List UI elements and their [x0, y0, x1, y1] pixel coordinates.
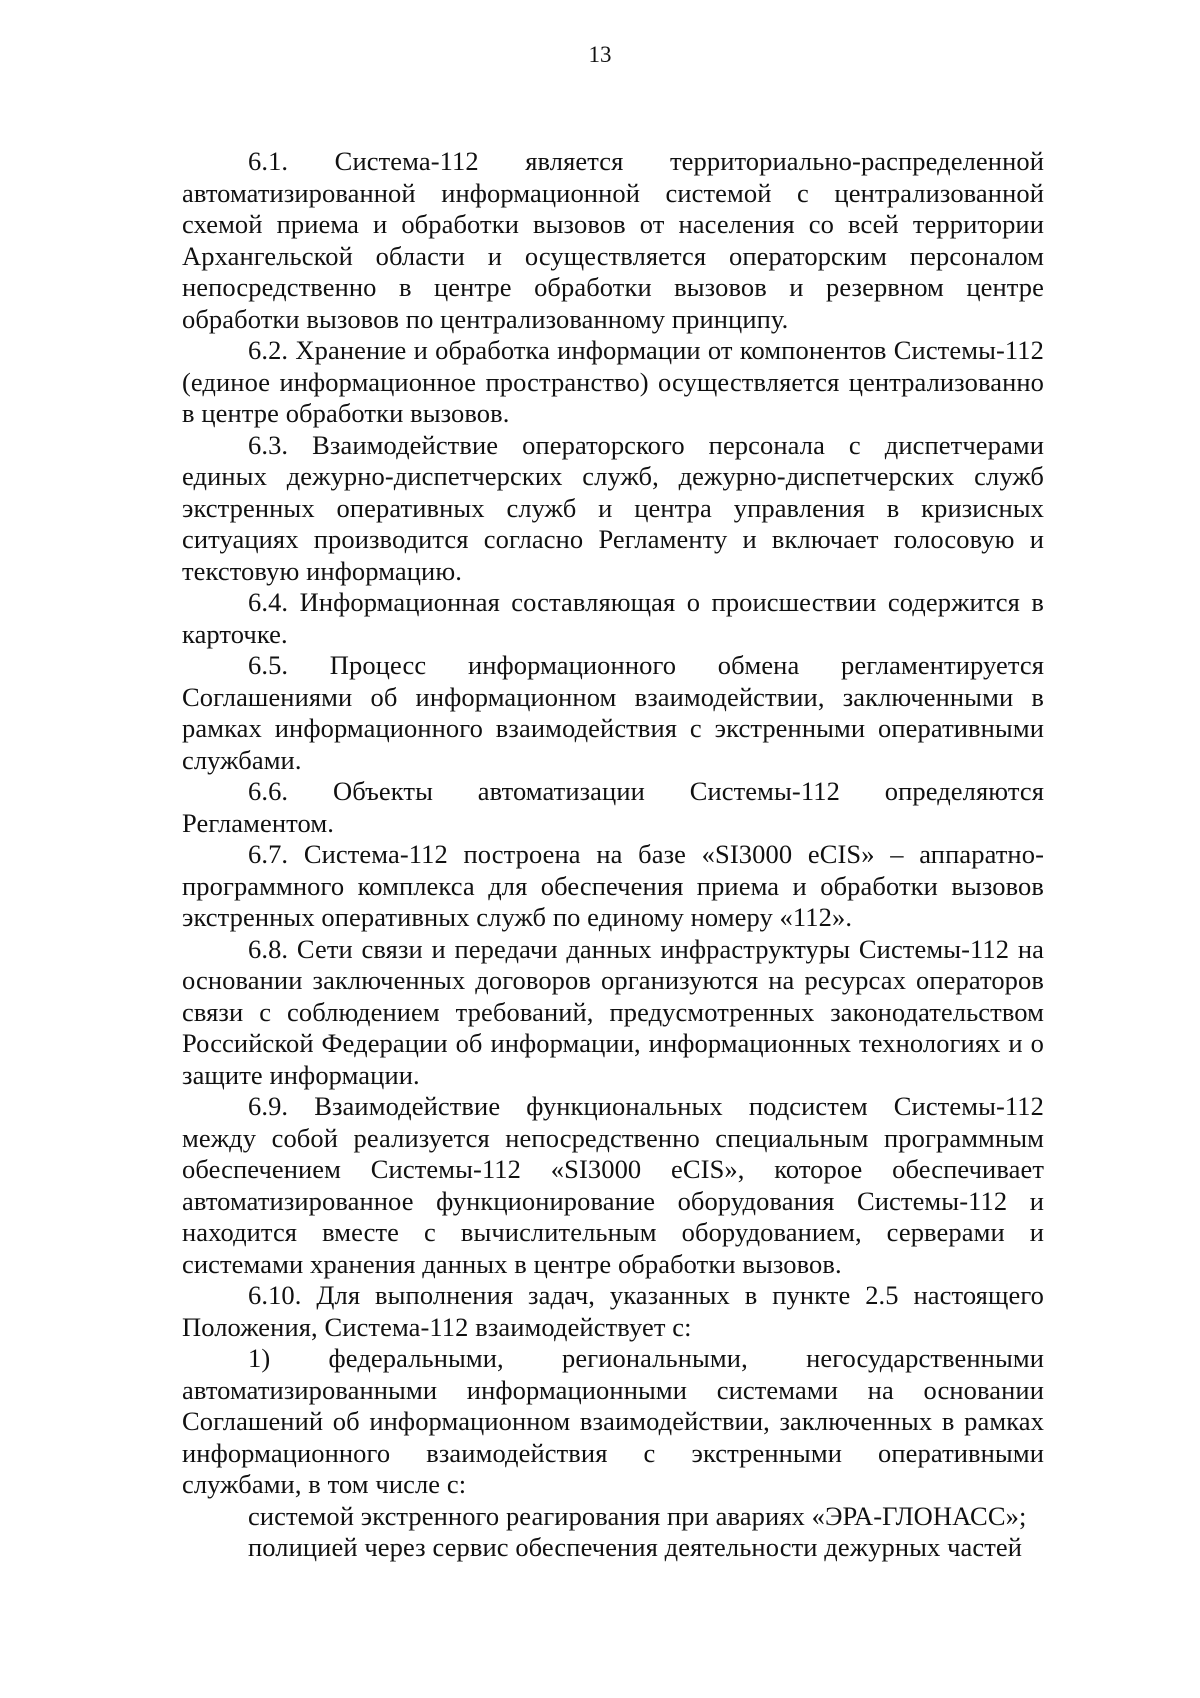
paragraph-6-5: 6.5. Процесс информационного обмена регламентируется Соглашениями об информационном взаимодействии, заключенными в рамках информационного взаимодействия с экстренными оперативными службами. — [182, 650, 1044, 775]
document-body — [182, 146, 1044, 1564]
paragraph-6-4: 6.4. Информационная составляющая о происшествии содержится в карточке. — [182, 587, 1044, 649]
paragraph-6-6: 6.6. Объекты автоматизации Системы-112 определяются Регламентом. — [182, 776, 1044, 838]
paragraph-6-3: 6.3. Взаимодействие операторского персонала с диспетчерами единых дежурно-диспетчерских служб, дежурно-диспетчерских служб экстренных оперативных служб и центра управления в кризисных ситуациях производится согласно Регламенту и включает голосовую и текстовую информацию. — [182, 429, 1044, 586]
paragraph-6-8: 6.8. Сети связи и передачи данных инфраструктуры Системы-112 на основании заключенных договоров организуются на ресурсах операторов связи с соблюдением требований, предусмотренных законодательством Российской Федерации об информации, информационных технологиях и о защите информации. — [182, 933, 1044, 1090]
paragraph-6-7: 6.7. Система-112 построена на базе «SI3000 eCIS» – аппаратно-программного комплекса для обеспечения приема и обработки вызовов экстренных оперативных служб по единому номеру «112». — [182, 839, 1044, 932]
list-subitem-era-glonass: системой экстренного реагирования при авариях «ЭРА-ГЛОНАСС»; — [248, 1500, 1027, 1531]
paragraph-6-9: 6.9. Взаимодействие функциональных подсистем Системы-112 между собой реализуется непосредственно специальным программным обеспечением Системы-112 «SI3000 eCIS», которое обеспечивает автоматизированное функционирование оборудования Системы-112 и находится вместе с вычислительным оборудованием, серверами и системами хранения данных в центре обработки вызовов. — [182, 1091, 1044, 1279]
list-subitem-police: полицией через сервис обеспечения деятельности дежурных частей — [248, 1532, 1023, 1562]
paragraph-6-10: 6.10. Для выполнения задач, указанных в пункте 2.5 настоящего Положения, Система-112 взаимодействует с: — [182, 1280, 1044, 1342]
page-number: 13 — [588, 42, 612, 67]
list-item-1: 1) федеральными, региональными, негосударственными автоматизированными информационными системами на основании Соглашений об информационном взаимодействии, заключенных в рамках информационного взаимодействия с экстренными оперативными службами, в том числе с: — [182, 1343, 1044, 1499]
paragraph-6-1: 6.1. Система-112 является территориально-распределенной автоматизированной информационной системой с централизованной схемой приема и обработки вызовов от населения со всей территории Архангельской области и осуществляется операторским персоналом непосредственно в центре обработки вызовов и резервном центре обработки вызовов по централизованному принципу. — [182, 146, 1044, 334]
paragraph-6-2: 6.2. Хранение и обработка информации от компонентов Системы-112 (единое информационное пространство) осуществляется централизованно в центре обработки вызовов. — [182, 335, 1044, 428]
